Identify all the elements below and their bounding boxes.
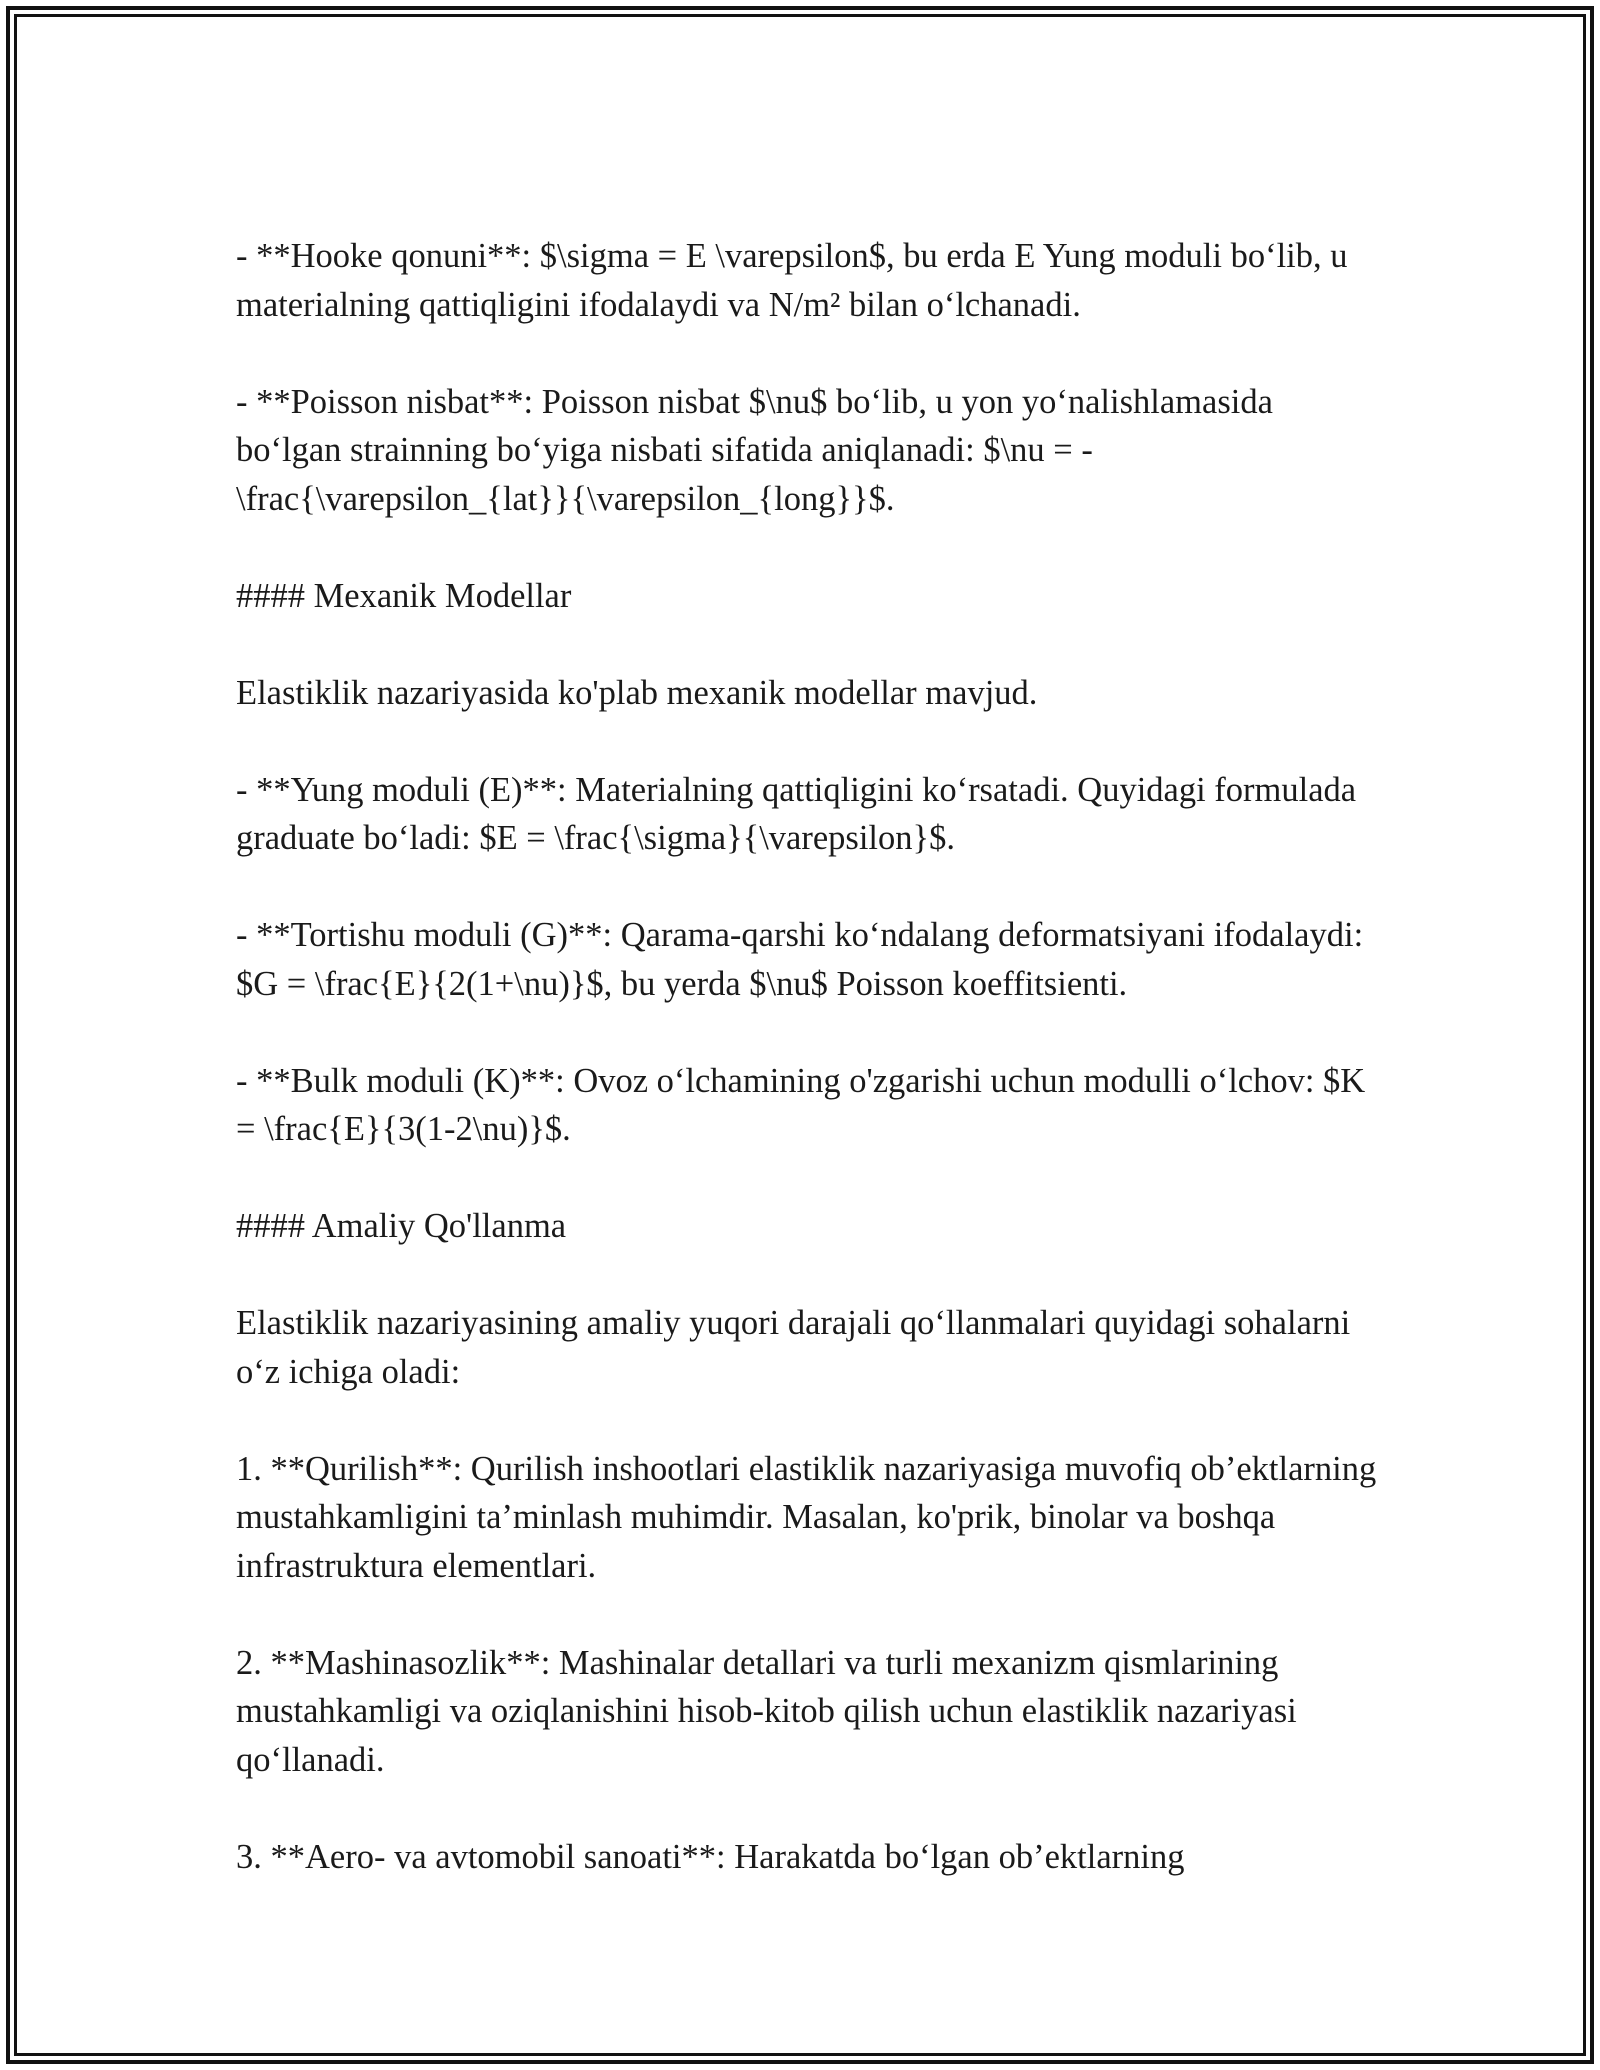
paragraph-applications-intro: Elastiklik nazariyasining amaliy yuqori darajali qo‘llanmalari quyidagi sohalarni o‘z ichiga oladi: (236, 1304, 1351, 1391)
paragraph-bulk-modulus: - **Bulk moduli (K)**: Ovoz o‘lchamining o'zgarishi uchun modulli o‘lchov: $K = \frac{E}{3(1-2\nu)}$. (236, 1061, 1366, 1148)
heading-amaliy-qollanma: #### Amaliy Qo'llanma (236, 1207, 567, 1245)
paragraph-shear-modulus: - **Tortishu moduli (G)**: Qarama-qarshi ko‘ndalang deformatsiyani ifodalaydi: $G = \frac{E}{2(1+\nu)}$, bu yerda $\nu$ Poisson koeffitsienti. (236, 916, 1364, 1003)
list-item-mashinasozlik: 2. **Mashinasozlik**: Mashinalar detallari va turli mexanizm qismlarining mustahkamligi va oziqlanishini hisob-kitob qilish uchun elastiklik nazariyasi qo‘llanadi. (236, 1643, 1297, 1779)
list-item-qurilish: 1. **Qurilish**: Qurilish inshootlari elastiklik nazariyasiga muvofiq ob’ektlarning mustahkamligini ta’minlash muhimdir. Masalan, ko'prik, binolar va boshqa infrastruktura elementlari. (236, 1449, 1377, 1585)
document-body (236, 232, 1386, 1881)
paragraph-young-modulus: - **Yung moduli (E)**: Materialning qattiqligini ko‘rsatadi. Quyidagi formulada graduate bo‘ladi: $E = \frac{\sigma}{\varepsilon}$. (236, 770, 1357, 857)
paragraph-poisson-ratio: - **Poisson nisbat**: Poisson nisbat $\nu$ bo‘lib, u yon yo‘nalishlamasida bo‘lgan strainning bo‘yiga nisbati sifatida aniqlanadi: $\nu = -\frac{\varepsilon_{lat}}{\varepsilon_{long}}$. (236, 382, 1273, 518)
paragraph-hooke-law: - **Hooke qonuni**: $\sigma = E \varepsilon$, bu erda E Yung moduli bo‘lib, u materialning qattiqligini ifodalaydi va N/m² bilan o‘lchanadi. (236, 237, 1348, 324)
paragraph-models-intro: Elastiklik nazariyasida ko'plab mexanik modellar mavjud. (236, 673, 1038, 712)
heading-mexanik-modellar: #### Mexanik Modellar (236, 576, 572, 615)
list-item-aero-avtomobil: 3. **Aero- va avtomobil sanoati**: Harakatda bo‘lgan ob’ektlarning (236, 1837, 1185, 1876)
